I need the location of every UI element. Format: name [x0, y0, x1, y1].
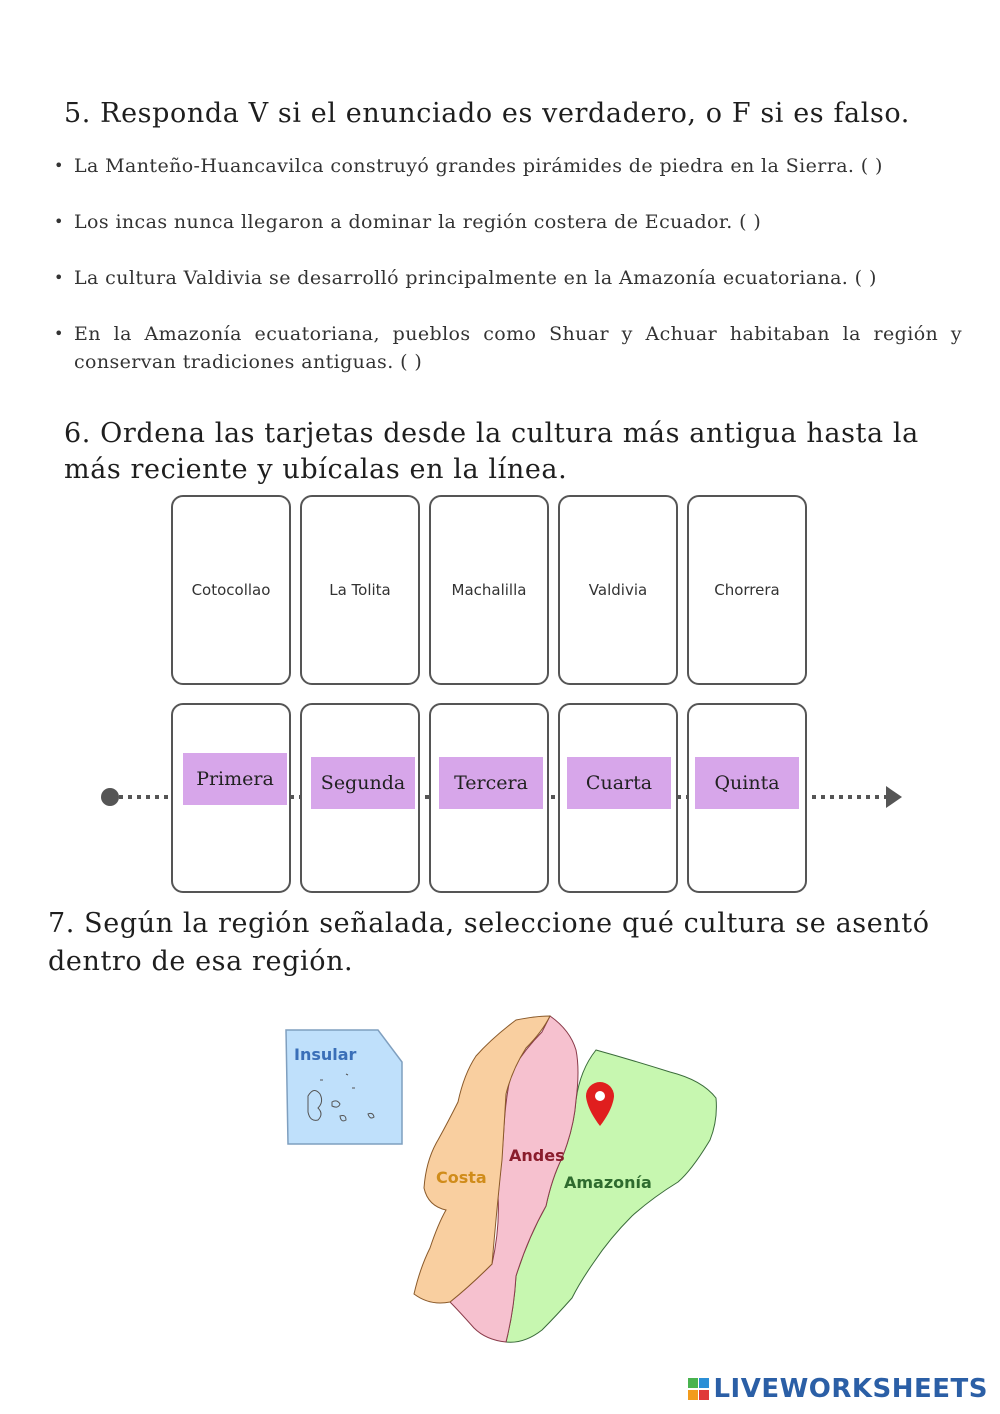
culture-card[interactable]	[687, 495, 807, 685]
q6-title-line1: 6. Ordena las tarjetas desde la cultura más antigua hasta la	[64, 418, 919, 449]
map-label-insular: Insular	[294, 1045, 357, 1064]
slot-label: Primera	[183, 753, 287, 805]
timeline-start-dot	[101, 788, 119, 806]
culture-card-label: Chorrera	[714, 581, 780, 599]
timeline-arrow-icon	[886, 786, 902, 808]
culture-card[interactable]	[429, 495, 549, 685]
culture-card-label: Machalilla	[451, 581, 527, 599]
slot-label: Cuarta	[567, 757, 671, 809]
true-false-item: • En la Amazonía ecuatoriana, pueblos como Shuar y Achuar habitaban la región y conservan tradiciones antiguas. ( )	[50, 320, 962, 376]
culture-card[interactable]	[558, 495, 678, 685]
q6-title-line2: más reciente y ubícalas en la línea.	[64, 454, 568, 485]
logo-blocks-icon	[688, 1376, 710, 1402]
culture-card-label: La Tolita	[329, 581, 391, 599]
slot-label: Segunda	[311, 757, 415, 809]
true-false-list	[50, 152, 962, 404]
true-false-item: • La cultura Valdivia se desarrolló principalmente en la Amazonía ecuatoriana. ( )	[50, 264, 962, 292]
culture-card[interactable]	[171, 495, 291, 685]
true-false-item: • Los incas nunca llegaron a dominar la región costera de Ecuador. ( )	[50, 208, 962, 236]
slot-label: Quinta	[695, 757, 799, 809]
q5-title: 5. Responda V si el enunciado es verdadero, o F si es falso.	[64, 98, 910, 129]
map-label-andes: Andes	[509, 1146, 565, 1165]
culture-card[interactable]	[300, 495, 420, 685]
q7-title-line1: 7. Según la región señalada, seleccione qué cultura se asentó	[48, 908, 930, 939]
liveworksheets-logo[interactable]	[688, 1374, 988, 1404]
culture-card-label: Valdivia	[588, 581, 648, 599]
q7-title-line2: dentro de esa región.	[48, 946, 354, 977]
culture-card-label: Cotocollao	[191, 581, 271, 599]
slot-label: Tercera	[439, 757, 543, 809]
map-label-costa: Costa	[436, 1168, 487, 1187]
logo-text: LIVEWORKSHEETS	[713, 1374, 988, 1404]
map-label-amazonia: Amazonía	[564, 1173, 652, 1192]
true-false-item: • La Manteño-Huancavilca construyó grandes pirámides de piedra en la Sierra. ( )	[50, 152, 962, 180]
ecuador-map	[280, 1010, 730, 1350]
